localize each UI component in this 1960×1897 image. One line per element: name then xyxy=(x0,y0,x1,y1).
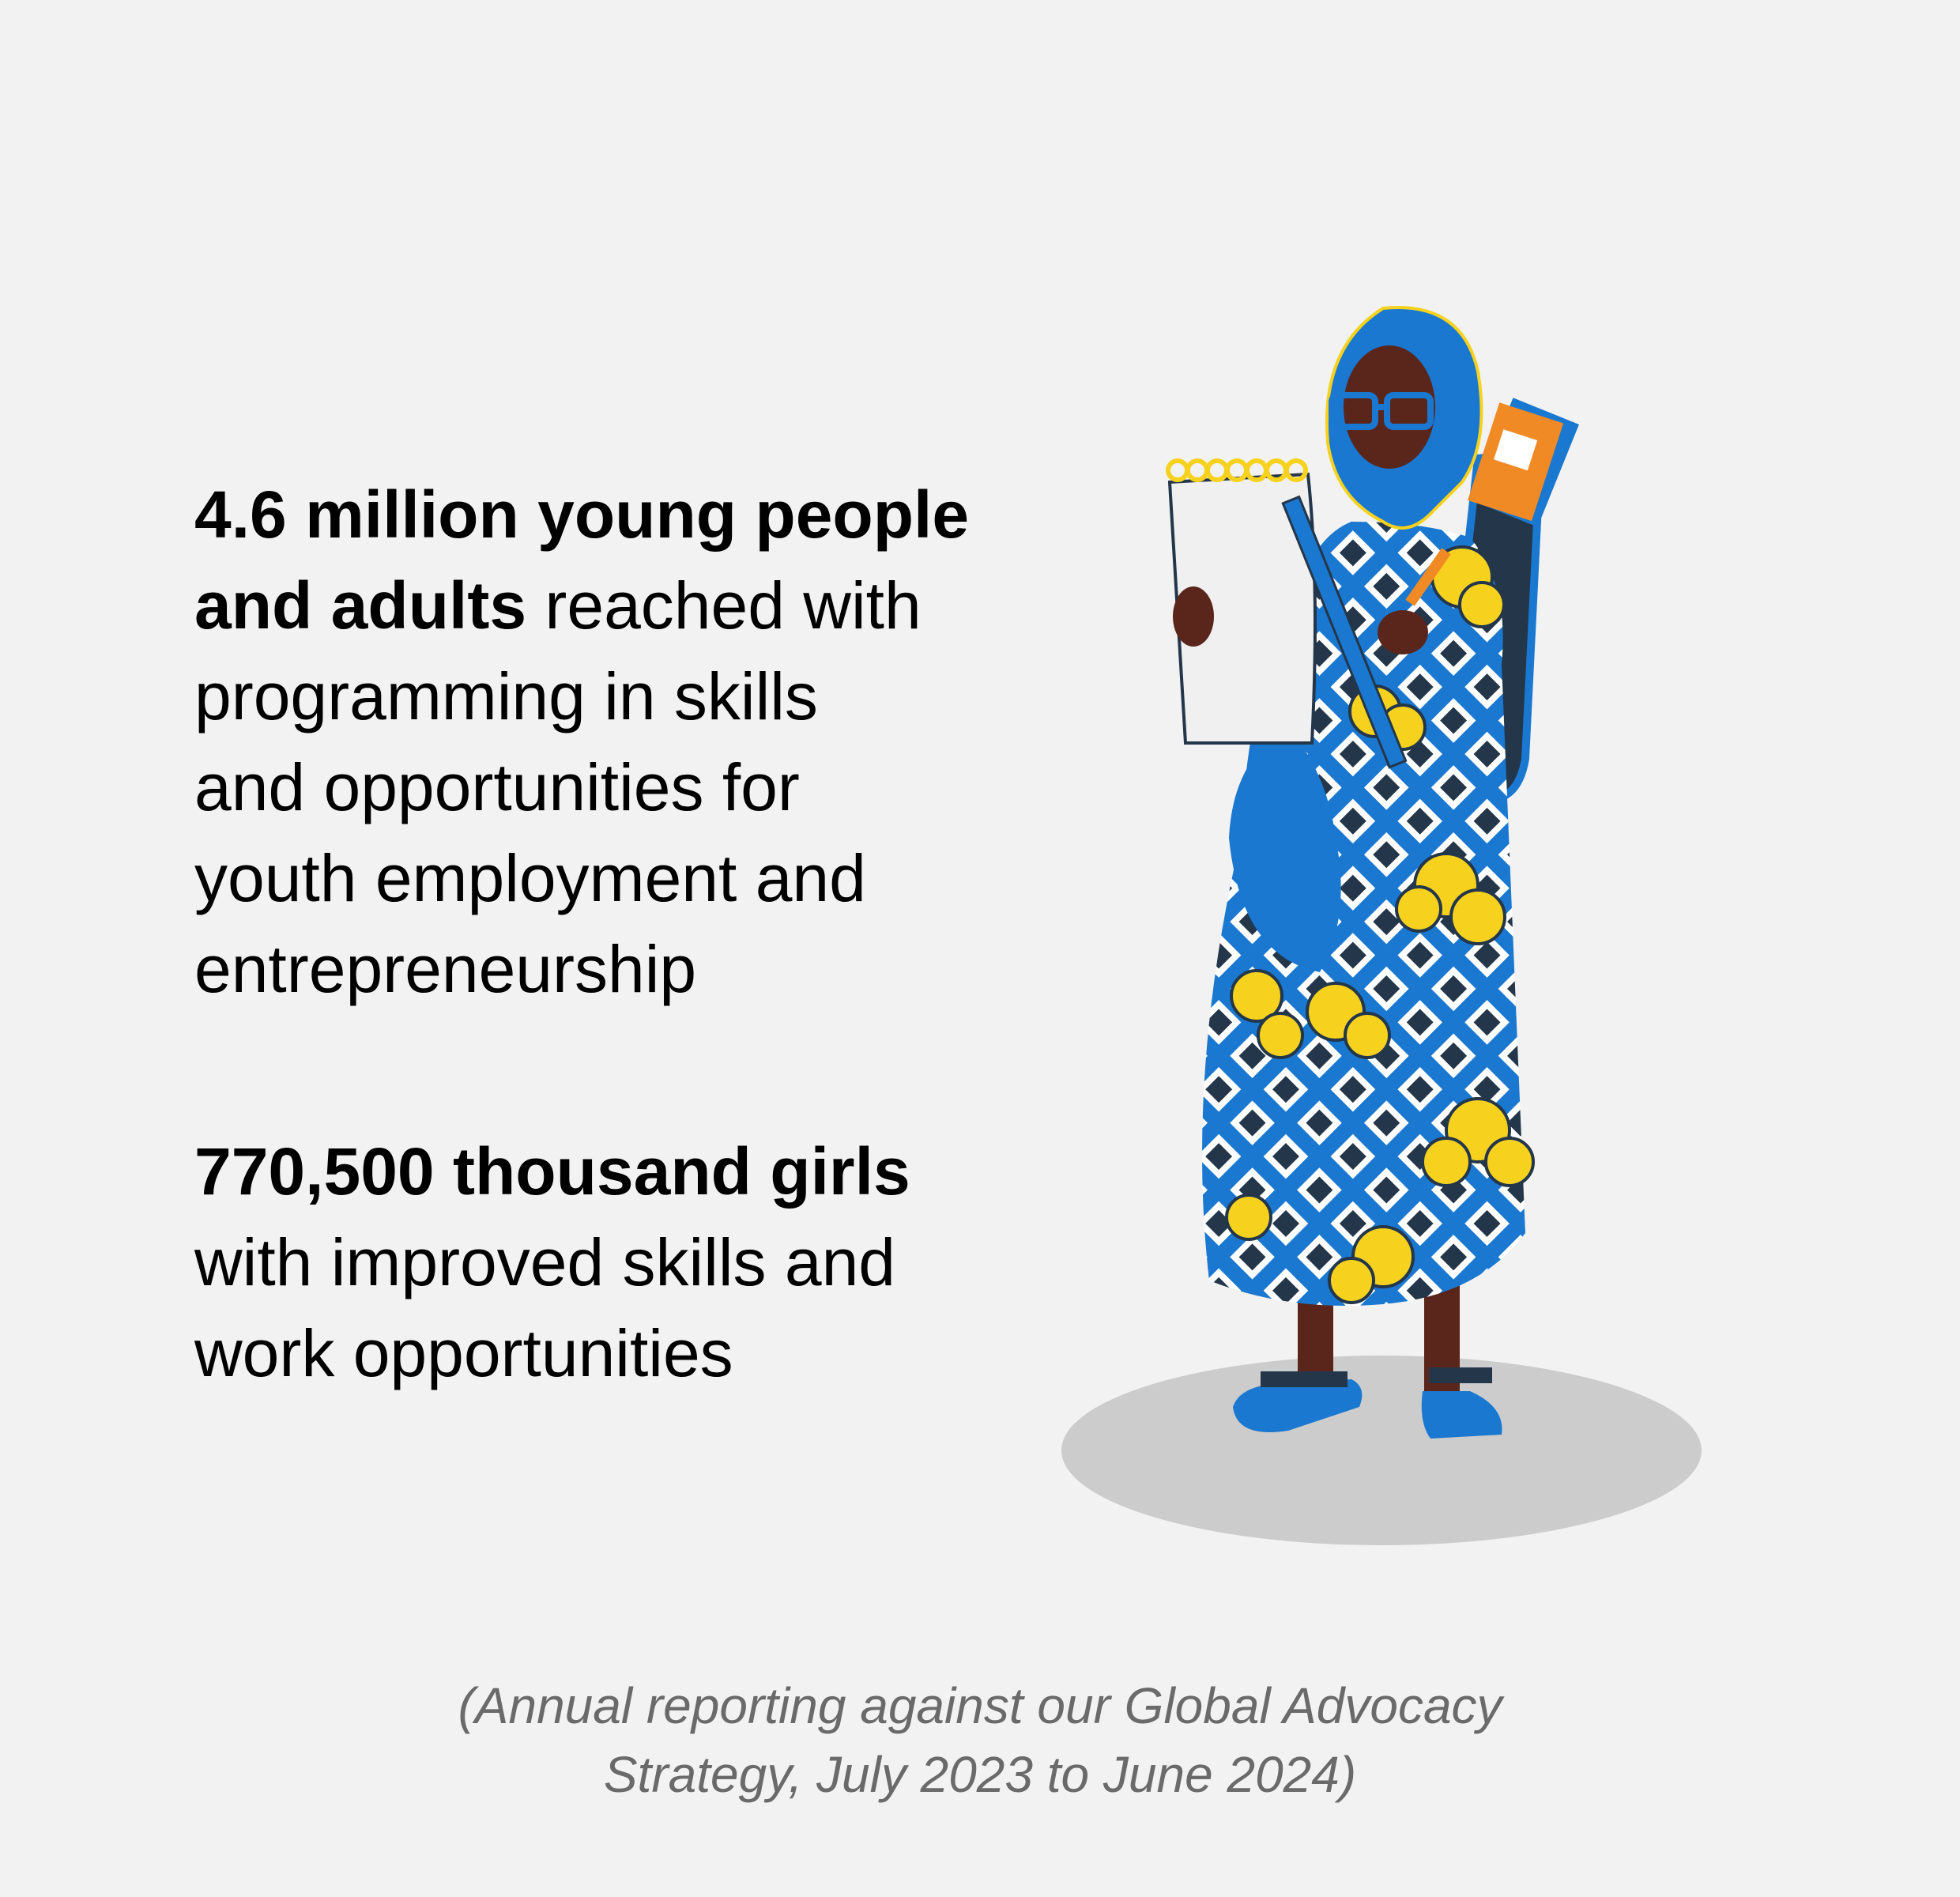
stat-youth-line-2 xyxy=(194,560,1127,651)
stat-youth-line-5: youth employment and xyxy=(194,841,866,915)
stat-youth-inline: reached with xyxy=(526,568,922,643)
stat-girls-line-3: work opportunities xyxy=(194,1316,733,1390)
stat-girls-headline: 770,500 thousand girls xyxy=(194,1134,910,1209)
ground-shadow xyxy=(1061,1356,1702,1545)
stat-youth-line-3: programming in skills xyxy=(194,659,818,734)
stat-youth-headline-1: 4.6 million young people xyxy=(194,477,970,552)
stat-youth-headline-2: and adults xyxy=(194,568,527,643)
stat-girls-line-2: with improved skills and xyxy=(194,1225,896,1299)
footnote-source xyxy=(0,1672,1960,1809)
stat-youth-line-4: and opportunities for xyxy=(194,750,800,824)
right-hand xyxy=(1378,610,1428,654)
stat-youth-reached xyxy=(194,470,1127,1015)
left-hand xyxy=(1173,586,1214,647)
stat-youth-line-6: entrepreneurship xyxy=(194,932,697,1006)
footnote-line-1: (Annual reporting against our Global Advocacy xyxy=(458,1677,1502,1734)
stat-girls-skills xyxy=(194,1126,1127,1399)
girl-with-notebook-illustration xyxy=(1051,285,1762,1565)
footnote-line-2: Strategy, July 2023 to June 2024) xyxy=(603,1746,1357,1803)
